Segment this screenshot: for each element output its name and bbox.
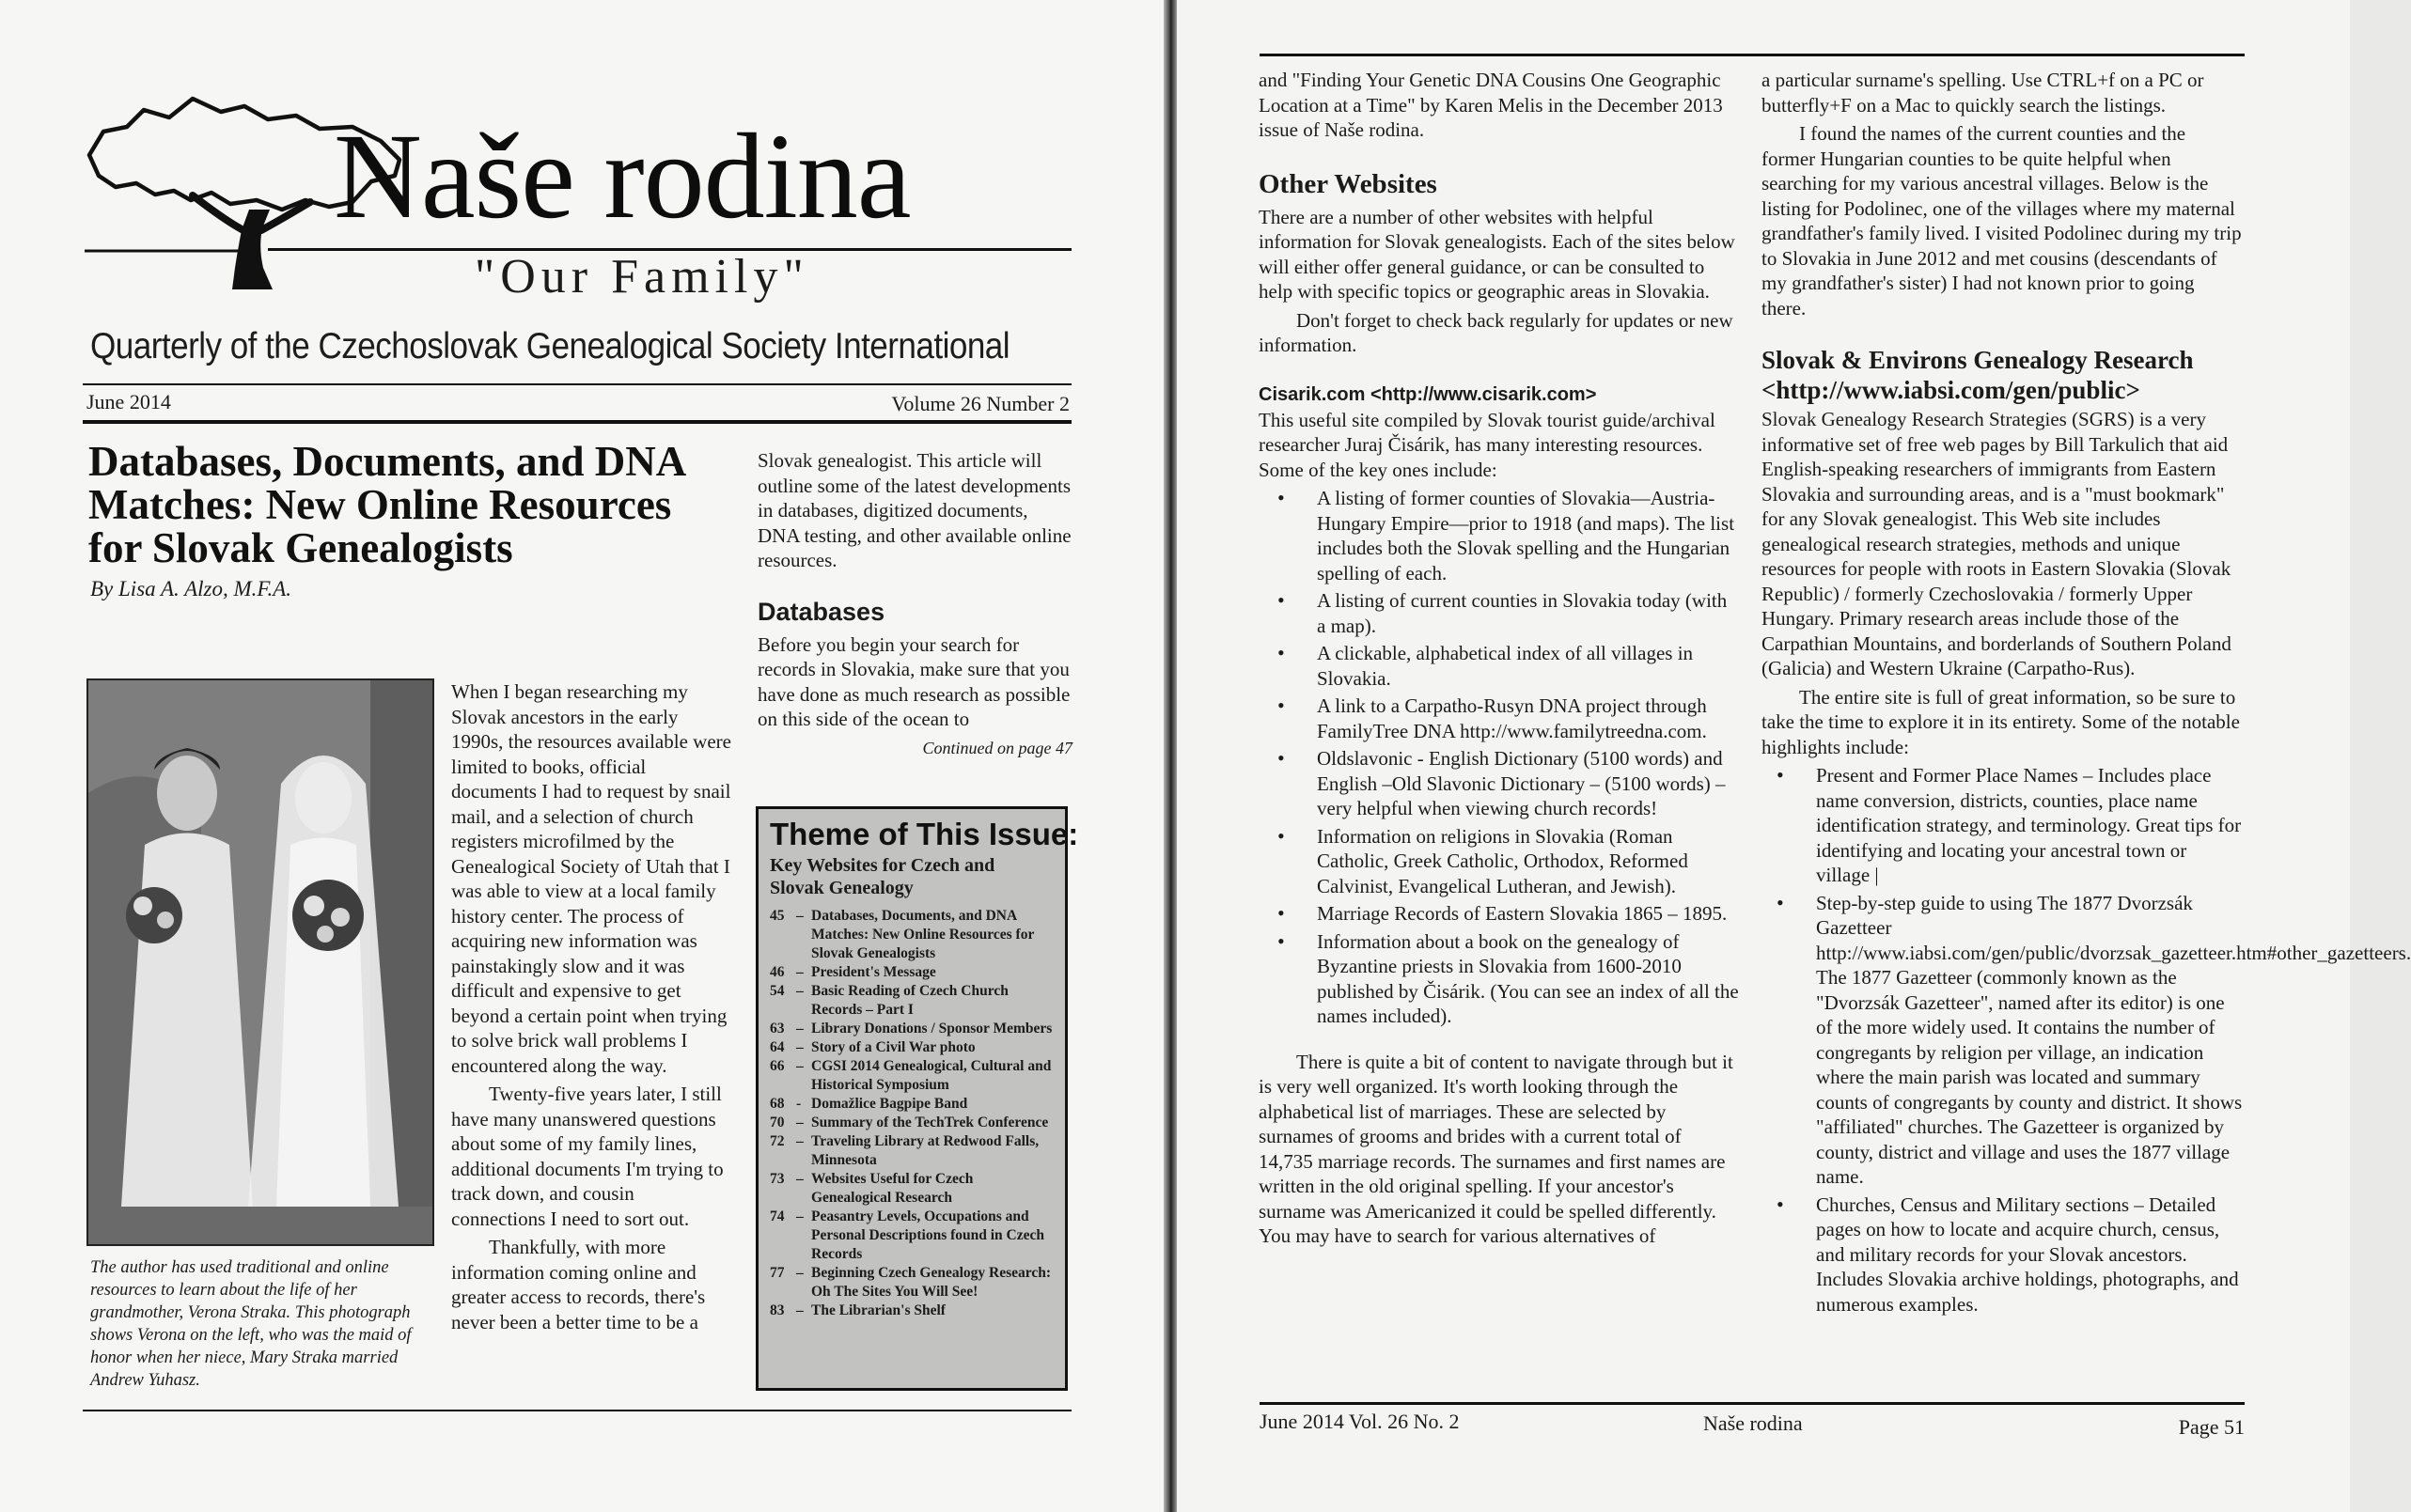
bullet-item: • A link to a Carpatho-Rusyn DNA project through FamilyTree DNA http://www.familytreedna.com. — [1317, 694, 1740, 743]
toc-page-number: 72 — [770, 1133, 785, 1149]
toc-title: Beginning Czech Genealogy Research: Oh The Sites You Will See! — [811, 1265, 1052, 1300]
toc-item — [770, 963, 1054, 982]
toc-page-number: 46 — [770, 964, 785, 980]
toc-item — [770, 1170, 1054, 1208]
footer-rule — [1260, 1402, 2245, 1405]
sgrs-bullet-list — [1761, 763, 2411, 1317]
toc-title: The Librarian's Shelf — [811, 1302, 946, 1318]
toc-dash: - — [796, 1096, 802, 1112]
bullet-item: • Step-by-step guide to using The 1877 Dvorzsák Gazetteer http://www.iabsi.com/gen/public/dvorzsak_gazetteer.htm#other_gazetteers. The 1877 Gazetteer (commonly known as the "Dvorzsák Gazetteer", named after its editor) is one of the more widely used. It contains the number of congregants by religion per village, an indication where the main parish was located and summary counts of congregants by county and district. It shows "affiliated" churches. The Gazetteer is organized by county, district and village and uses the 1877 village name. — [1816, 891, 2243, 1190]
sgrs-heading: Slovak & Environs Genealogy Research <http://www.iabsi.com/gen/public> — [1761, 346, 2194, 404]
toc-item — [770, 1057, 1054, 1095]
paragraph: I found the names of the current counties and the former Hungarian counties to be quite helpful when searching for my various ancestral villages. Below is the listing for Podolinec, one of the villages where my maternal grandfather's family lived. I visited Podolinec during my trip to Slovakia in June 2012 and met cousins (descendants of my grandfather's sister) I had not known prior to going there. — [1761, 122, 2242, 320]
toc-dash: – — [796, 964, 804, 980]
toc-title: Websites Useful for Czech Genealogical Research — [811, 1171, 974, 1206]
left-page — [0, 0, 1166, 1512]
bullet-item: • A clickable, alphabetical index of all villages in Slovakia. — [1317, 641, 1740, 691]
toc-page-number: 73 — [770, 1171, 785, 1187]
toc-page-number: 70 — [770, 1115, 785, 1130]
toc-item — [770, 907, 1054, 963]
toc-title: Library Donations / Sponsor Members — [811, 1021, 1053, 1037]
bullet-item: • Oldslavonic - English Dictionary (5100 words) and English –Old Slavonic Dictionary – (5100 words) – very helpful when viewing church records! — [1317, 746, 1740, 821]
toc-item — [770, 982, 1054, 1020]
article-byline: By Lisa A. Alzo, M.F.A. — [90, 577, 292, 600]
theme-box-subtitle: Key Websites for Czech and Slovak Genealogy — [770, 855, 995, 898]
toc-list — [770, 907, 1054, 1320]
toc-dash: – — [796, 1265, 804, 1281]
toc-dash: – — [796, 1039, 804, 1055]
toc-title: Basic Reading of Czech Church Records – Part I — [811, 983, 1009, 1018]
toc-item — [770, 1302, 1054, 1320]
bride-and-maid-photo-icon — [88, 680, 432, 1244]
toc-title: President's Message — [811, 964, 936, 980]
theme-box-title: Theme of This Issue: — [770, 817, 1079, 851]
toc-dash: – — [796, 1133, 804, 1149]
toc-title: Domažlice Bagpipe Band — [811, 1096, 968, 1112]
bullet-item: • Information on religions in Slovakia (Roman Catholic, Greek Catholic, Orthodox, Reformed Calvinist, Evangelical Lutheran, and Jewish). — [1317, 824, 1740, 899]
footer-date: June 2014 Vol. 26 No. 2 — [1260, 1410, 1460, 1433]
photo-two-women — [86, 678, 434, 1246]
top-rule — [1260, 54, 2245, 56]
paragraph: When I began researching my Slovak ancestors in the early 1990s, the resources available were limited to books, official documents I had to request by snail mail, and a selection of church registers microfilmed by the Genealogical Society of Utah that I was able to view at a local family history center. The process of acquiring new information was painstakingly slow and it was difficult and expensive to get beyond a certain point when trying to solve brick wall problems I encountered along the way. — [451, 680, 731, 1077]
toc-page-number: 68 — [770, 1096, 785, 1112]
article-headline: Databases, Documents, and DNA Matches: New Online Resources for Slovak Genealogists — [88, 438, 684, 571]
masthead-title: Naše rodina — [334, 109, 911, 244]
footer-title: Naše rodina — [1703, 1411, 1803, 1435]
paragraph: There is quite a bit of content to navigate through but it is very well organized. It's worth looking through the alphabetical list of marriages. These are selected by surnames of grooms and brides with a current total of 14,735 marriage records. The surnames and first names are written in the old original spelling. If your ancestor's surname was Americanized it could be spelled differently. You may have to search for various alternatives of — [1259, 1050, 1733, 1247]
toc-item — [770, 1020, 1054, 1038]
paragraph: a particular surname's spelling. Use CTRL+f on a PC or butterfly+F on a Mac to quickly search the listings. — [1761, 69, 2204, 117]
toc-dash: – — [796, 983, 804, 999]
toc-page-number: 64 — [770, 1039, 785, 1055]
continued-note: Continued on page 47 — [922, 738, 1072, 757]
issue-date: June 2014 — [86, 390, 171, 413]
toc-item — [770, 1038, 1054, 1057]
issue-volume: Volume 26 Number 2 — [891, 392, 1070, 415]
masthead-subtitle: "Our Family" — [475, 250, 809, 304]
article-column-2 — [758, 448, 1072, 764]
footer-page-number: Page 51 — [2178, 1415, 2245, 1439]
theme-of-issue-box — [756, 806, 1079, 1391]
header-rule-top — [83, 383, 1072, 385]
masthead-tagline: Quarterly of the Czechoslovak Genealogical Society International — [90, 326, 1010, 366]
cisarik-bullet-list — [1259, 486, 1740, 1029]
toc-title: Databases, Documents, and DNA Matches: New Online Resources for Slovak Genealogists — [811, 908, 1035, 961]
bottom-rule — [83, 1410, 1072, 1411]
paragraph: This useful site compiled by Slovak tourist guide/archival researcher Juraj Čisárik, has many interesting resources. Some of the key ones include: — [1259, 408, 1715, 481]
paragraph: and "Finding Your Genetic DNA Cousins One Geographic Location at a Time" by Karen Melis in the December 2013 issue of Naše rodina. — [1259, 69, 1723, 141]
toc-page-number: 45 — [770, 908, 785, 924]
paragraph: There are a number of other websites with helpful information for Slovak genealogists. Each of the sites below will either offer general guidance, or can be consulted to help with specific topics or geographic areas in Slovakia. — [1259, 205, 1735, 303]
article-column-1 — [451, 679, 733, 1338]
photo-caption: The author has used traditional and online resources to learn about the life of her grandmother, Verona Straka. This photograph shows Verona on the left, who was the maid of honor when her niece, Mary Straka married Andrew Yuhasz. — [90, 1258, 412, 1390]
toc-dash: – — [796, 1115, 804, 1130]
toc-dash: – — [796, 1208, 804, 1224]
toc-item — [770, 1114, 1054, 1132]
bullet-item: • A listing of current counties in Slovakia today (with a map). — [1317, 588, 1740, 638]
toc-title: Summary of the TechTrek Conference — [811, 1115, 1049, 1130]
toc-dash: – — [796, 1021, 804, 1037]
toc-dash: – — [796, 1058, 804, 1074]
toc-title: Traveling Library at Redwood Falls, Minnesota — [811, 1133, 1040, 1168]
toc-page-number: 66 — [770, 1058, 785, 1074]
right-page — [1177, 0, 2411, 1512]
paragraph: Slovak Genealogy Research Strategies (SGRS) is a very informative set of free web pages by Bill Tarkulich that aid English-speaking researchers of immigrants from Eastern Slovakia and surrounding areas, and is a "must bookmark" for any Slovak genealogist. This Web site includes genealogical research strategies, methods and unique resources for people with roots in Eastern Slovakia (Slovak Republic) / formerly Czechoslovakia / formerly Upper Hungary. Primary research areas include those of the Carpathian Mountains, and borderlands of Southern Poland (Galicia) and Western Ukraine (Carpatho-Rus). — [1761, 408, 2231, 679]
bullet-item: • Churches, Census and Military sections – Detailed pages on how to locate and acquire church, census, and military records for your Slovak ancestors. Includes Slovakia archive holdings, photographs, and numerous examples. — [1816, 1192, 2243, 1317]
toc-page-number: 77 — [770, 1265, 785, 1281]
toc-page-number: 63 — [770, 1021, 785, 1037]
toc-page-number: 83 — [770, 1302, 785, 1318]
toc-dash: – — [796, 1171, 804, 1187]
toc-dash: – — [796, 908, 804, 924]
bullet-item: • Marriage Records of Eastern Slovakia 1865 – 1895. — [1317, 901, 1740, 927]
databases-heading: Databases — [758, 597, 885, 626]
right-column-1 — [1259, 68, 1740, 1253]
toc-page-number: 54 — [770, 983, 785, 999]
toc-item — [770, 1264, 1054, 1302]
toc-title: Peasantry Levels, Occupations and Personal Descriptions found in Czech Records — [811, 1208, 1044, 1262]
bullet-item: • Present and Former Place Names – Includes place name conversion, districts, counties, place name identification strategy, and terminology. Great tips for identifying and locating your ancestral town or village | — [1816, 763, 2243, 888]
header-rule-bottom — [83, 420, 1072, 424]
right-column-2 — [1761, 68, 2411, 1319]
paragraph: Don't forget to check back regularly for updates or new information. — [1259, 308, 1733, 356]
toc-item — [770, 1095, 1054, 1114]
bullet-item: • Information about a book on the genealogy of Byzantine priests in Slovakia from 1600-2010 published by Čisárik. (You can see an index of all the names included). — [1317, 929, 1740, 1029]
paragraph: Twenty-five years later, I still have many unanswered questions about some of my family lines, additional documents I'm trying to track down, and cousin connections I need to sort out. — [451, 1083, 724, 1230]
page-gutter — [1164, 0, 1177, 1512]
paragraph: Before you begin your search for records in Slovakia, make sure that you have done as much research as possible on this side of the ocean to — [758, 632, 1071, 730]
bullet-item: • A listing of former counties of Slovakia—Austria-Hungary Empire—prior to 1918 (and maps). The list includes both the Slovak spelling and the Hungarian spelling of each. — [1317, 486, 1740, 585]
toc-title: CGSI 2014 Genealogical, Cultural and Historical Symposium — [811, 1058, 1052, 1093]
toc-item — [770, 1132, 1054, 1170]
toc-title: Story of a Civil War photo — [811, 1039, 976, 1055]
toc-item — [770, 1208, 1054, 1264]
paragraph: The entire site is full of great information, so be sure to take the time to explore it in its entirety. Some of the notable highlights include: — [1761, 685, 2240, 758]
other-websites-heading: Other Websites — [1259, 168, 1437, 199]
paragraph: Slovak genealogist. This article will outline some of the latest developments in databases, digitized documents, DNA testing, and other available online resources. — [758, 449, 1072, 571]
paragraph: Thankfully, with more information coming online and greater access to records, there's never been a better time to be a — [451, 1236, 706, 1333]
toc-page-number: 74 — [770, 1208, 785, 1224]
toc-dash: – — [796, 1302, 804, 1318]
cisarik-heading: Cisarik.com <http://www.cisarik.com> — [1259, 383, 1597, 405]
